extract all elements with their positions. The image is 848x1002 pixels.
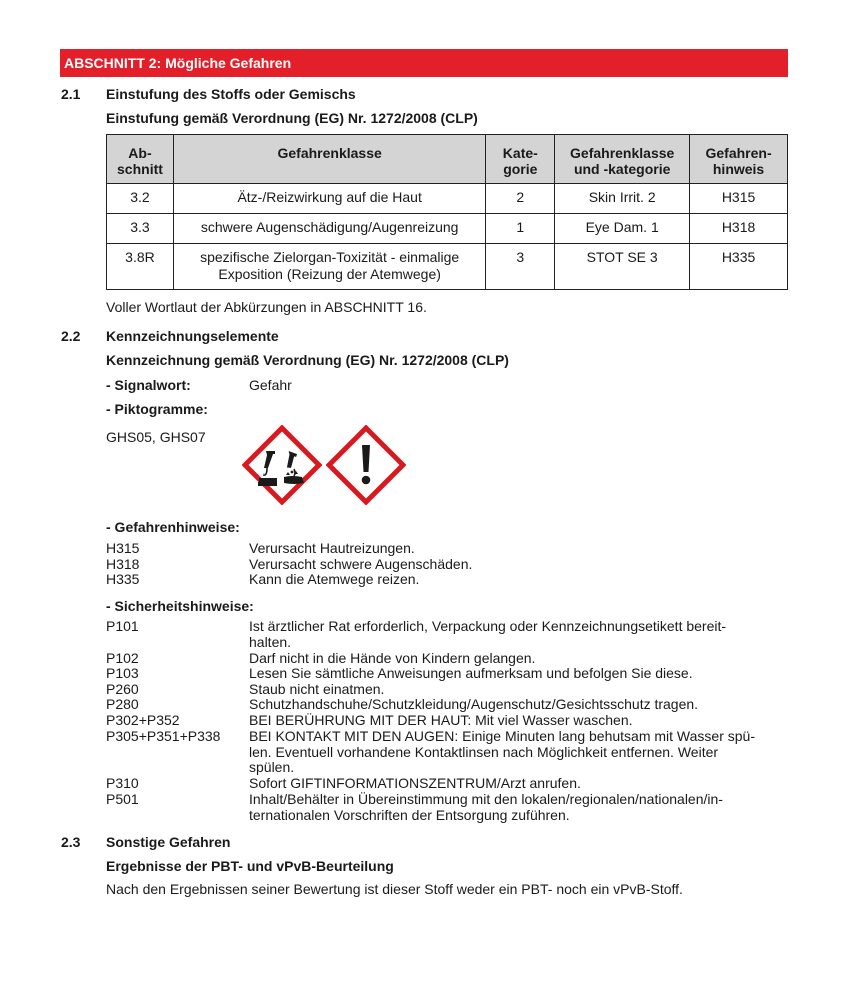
cell-abschnitt: 3.2 [107, 184, 174, 214]
p-code: P102 [106, 650, 139, 666]
h-code: H335 [106, 571, 140, 587]
piktogramme-label: - Piktogramme: [106, 401, 208, 417]
cell-abschnitt: 3.3 [107, 214, 174, 244]
p-code: P310 [106, 775, 139, 791]
section-2-2-number: 2.2 [61, 328, 81, 344]
p-text: Lesen Sie sämtliche Anweisungen aufmerksam und befolgen Sie diese. [249, 665, 693, 681]
p-text: BEI KONTAKT MIT DEN AUGEN: Einige Minuten lang behutsam mit Wasser spü- len. Eventuell vorhandene Kontaktlinsen nach Möglichkeit entfernen. Weiter spülen. [249, 728, 755, 776]
table-row [107, 214, 788, 244]
h-text: Verursacht schwere Augenschäden. [249, 556, 473, 572]
header-gefahrenklasse: Gefahrenklasse [173, 135, 485, 184]
p-text: Sofort GIFTINFORMATIONSZENTRUM/Arzt anrufen. [249, 775, 581, 791]
h-code: H318 [106, 556, 140, 572]
sicherheitshinweise-label: - Sicherheitshinweise: [106, 598, 254, 614]
section-header: ABSCHNITT 2: Mögliche Gefahren [60, 49, 788, 77]
p-text: Ist ärztlicher Rat erforderlich, Verpackung oder Kennzeichnungsetikett bereit- halten. [249, 618, 727, 650]
cell-hinweis: H315 [690, 184, 788, 214]
p-code: P101 [106, 618, 139, 634]
cell-hinweis: H335 [690, 244, 788, 290]
signalwort-label: - Signalwort: [106, 377, 191, 393]
signalwort-value: Gefahr [249, 377, 292, 393]
header-abschnitt: Ab- schnitt [107, 135, 174, 184]
section-2-3-number: 2.3 [61, 834, 81, 850]
h-code: H315 [106, 540, 140, 556]
section-2-2-subheading: Kennzeichnung gemäß Verordnung (EG) Nr. 1272/2008 (CLP) [106, 352, 509, 368]
p-text: Staub nicht einatmen. [249, 681, 385, 697]
abbreviation-note: Voller Wortlaut der Abkürzungen in ABSCHNITT 16. [106, 299, 427, 315]
cell-klasse-kategorie: STOT SE 3 [555, 244, 690, 290]
table-header-row [107, 135, 788, 184]
h-text: Kann die Atemwege reizen. [249, 571, 420, 587]
p-text: Darf nicht in die Hände von Kindern gelangen. [249, 650, 536, 666]
section-2-1-number: 2.1 [61, 86, 81, 102]
p-code: P280 [106, 696, 139, 712]
p-code: P501 [106, 791, 139, 807]
cell-hinweis: H318 [690, 214, 788, 244]
p-code: P103 [106, 665, 139, 681]
section-2-1-heading: Einstufung des Stoffs oder Gemischs [106, 86, 356, 102]
cell-klasse-kategorie: Eye Dam. 1 [555, 214, 690, 244]
cell-abschnitt: 3.8R [107, 244, 174, 290]
pbt-assessment-text: Nach den Ergebnissen seiner Bewertung ist dieser Stoff weder ein PBT- noch ein vPvB-Stoff. [106, 881, 683, 897]
cell-gefahrenklasse: Ätz-/Reizwirkung auf die Haut [173, 184, 485, 214]
table-row [107, 244, 788, 290]
p-code: P260 [106, 681, 139, 697]
h-text: Verursacht Hautreizungen. [249, 540, 415, 556]
gefahrenhinweise-label: - Gefahrenhinweise: [106, 519, 240, 535]
table-row [107, 184, 788, 214]
p-text: Schutzhandschuhe/Schutzkleidung/Augenschutz/Gesichtsschutz tragen. [249, 696, 699, 712]
piktogramme-codes: GHS05, GHS07 [106, 429, 206, 445]
header-klasse-kategorie: Gefahrenklasse und -kategorie [555, 135, 690, 184]
classification-table [106, 134, 788, 290]
corrosion-pictogram-icon [242, 425, 322, 505]
cell-gefahrenklasse: schwere Augenschädigung/Augenreizung [173, 214, 485, 244]
header-kategorie: Kate- gorie [486, 135, 555, 184]
cell-gefahrenklasse: spezifische Zielorgan-Toxizität - einmalige Exposition (Reizung der Atemwege) [173, 244, 485, 290]
section-2-1-subheading: Einstufung gemäß Verordnung (EG) Nr. 1272/2008 (CLP) [106, 110, 478, 126]
cell-klasse-kategorie: Skin Irrit. 2 [555, 184, 690, 214]
p-text: Inhalt/Behälter in Übereinstimmung mit den lokalen/regionalen/nationalen/in- ternationalen Vorschriften der Entsorgung zuführen. [249, 791, 723, 823]
cell-kategorie: 2 [486, 184, 555, 214]
section-2-3-subheading: Ergebnisse der PBT- und vPvB-Beurteilung [106, 858, 394, 874]
p-code: P305+P351+P338 [106, 728, 221, 744]
exclamation-pictogram-icon [326, 425, 406, 505]
p-code: P302+P352 [106, 712, 180, 728]
p-text: BEI BERÜHRUNG MIT DER HAUT: Mit viel Wasser waschen. [249, 712, 633, 728]
cell-kategorie: 1 [486, 214, 555, 244]
section-2-3-heading: Sonstige Gefahren [106, 834, 231, 850]
header-hinweis: Gefahren- hinweis [690, 135, 788, 184]
cell-kategorie: 3 [486, 244, 555, 290]
section-2-2-heading: Kennzeichnungselemente [106, 328, 279, 344]
